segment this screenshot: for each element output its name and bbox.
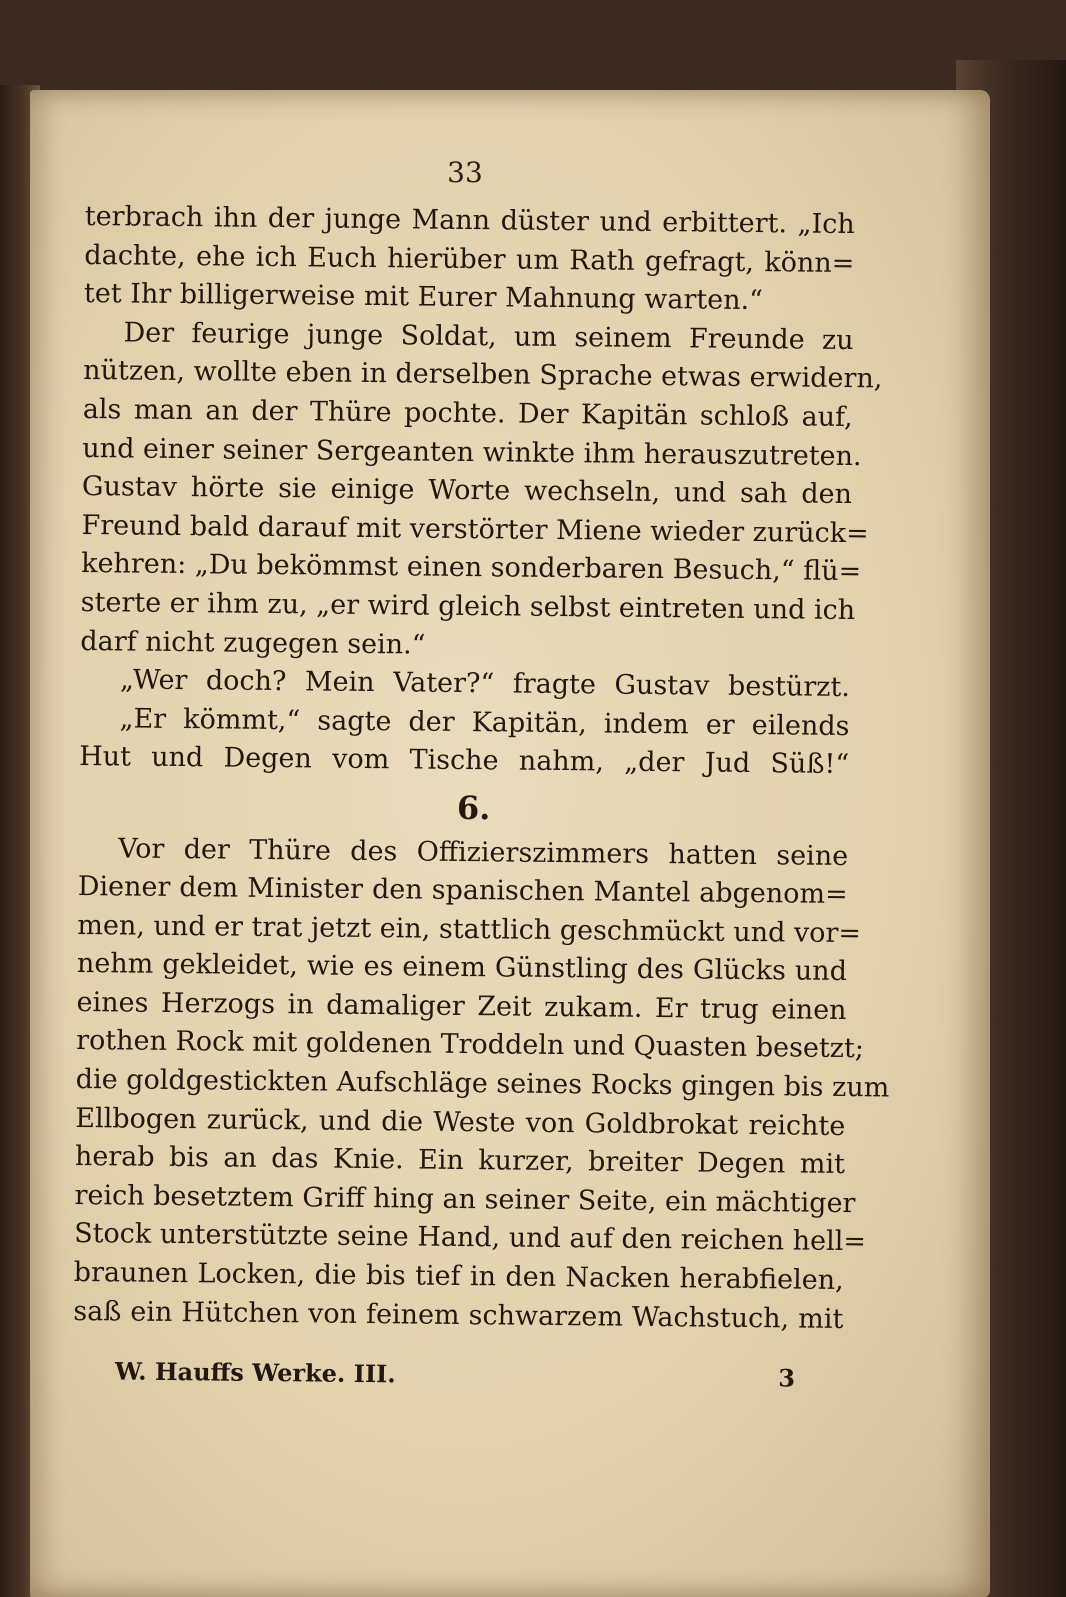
text-line: „Wer doch? Mein Vater?“ fragte Gustav bestürzt.	[119, 664, 851, 704]
page-number: 33	[447, 156, 483, 189]
text-line: Freund bald darauf mit verstörter Miene wieder zurück=	[81, 509, 869, 549]
text-line: eines Herzogs in damaliger Zeit zukam. Er trug einen	[76, 986, 847, 1026]
text-line: sterte er ihm zu, „er wird gleich selbst eintreten und ich	[80, 586, 856, 627]
text-line: dachte, ehe ich Euch hierüber um Rath gefragt, könn=	[84, 239, 855, 279]
page-footer	[115, 1356, 795, 1392]
text-line: saß ein Hütchen von feinem schwarzem Wachstuch, mit	[73, 1295, 844, 1335]
text-line: nehm gekleidet, wie es einem Günstling des Glücks und	[76, 948, 848, 988]
text-line: herab bis an das Knie. Ein kurzer, breiter Degen mit	[74, 1141, 846, 1181]
footer-signature: 3	[778, 1363, 796, 1393]
text-line: kehren: „Du bekömmst einen sonderbaren Besuch,“ flü=	[81, 548, 862, 588]
text-line: und einer seiner Sergeanten winkte ihm herauszutreten.	[82, 432, 862, 472]
text-line: men, und er trat jetzt ein, stattlich geschmückt und vor=	[77, 909, 862, 949]
text-line: als man an der Thüre pochte. Der Kapitän schloß auf,	[82, 393, 853, 434]
text-line: Diener dem Minister den spanischen Mantel abgenom=	[77, 871, 848, 911]
page-text	[73, 198, 890, 1339]
text-line: nützen, wollte eben in derselben Sprache etwas erwidern,	[83, 355, 883, 395]
chapter-heading: 6.	[456, 788, 491, 828]
text-line: Vor der Thüre des Offizierszimmers hatten seine	[118, 832, 849, 872]
text-line: rothen Rock mit goldenen Troddeln und Quasten besetzt;	[76, 1025, 865, 1065]
text-line: terbrach ihn der junge Mann düster und erbittert. „Ich	[84, 200, 855, 241]
book-page	[30, 90, 990, 1597]
text-line: darf nicht zugegen sein.“	[80, 625, 426, 661]
footer-title: W. Hauffs Werke. III.	[114, 1356, 396, 1389]
text-line: „Er kömmt,“ sagte der Kapitän, indem er eilends	[119, 703, 850, 742]
text-line: Hut und Degen vom Tische nahm, „der Jud Süß!“	[78, 741, 850, 781]
text-line: Der feurige junge Soldat, um seinem Freunde zu	[123, 317, 854, 356]
text-line: Stock unterstützte seine Hand, und auf den reichen hell=	[73, 1218, 867, 1258]
text-line: reich besetztem Griff hing an seiner Seite, ein mächtiger	[74, 1179, 856, 1219]
text-line: Gustav hörte sie einige Worte wechseln, und sah den	[81, 471, 853, 511]
text-line: Ellbogen zurück, und die Weste von Goldbrokat reichte	[75, 1102, 846, 1142]
text-line: die goldgestickten Aufschläge seines Rocks gingen bis zum	[75, 1064, 890, 1104]
text-line: braunen Locken, die bis tief in den Nacken herabfielen,	[73, 1256, 844, 1297]
text-line: tet Ihr billigerweise mit Eurer Mahnung warten.“	[83, 278, 764, 317]
